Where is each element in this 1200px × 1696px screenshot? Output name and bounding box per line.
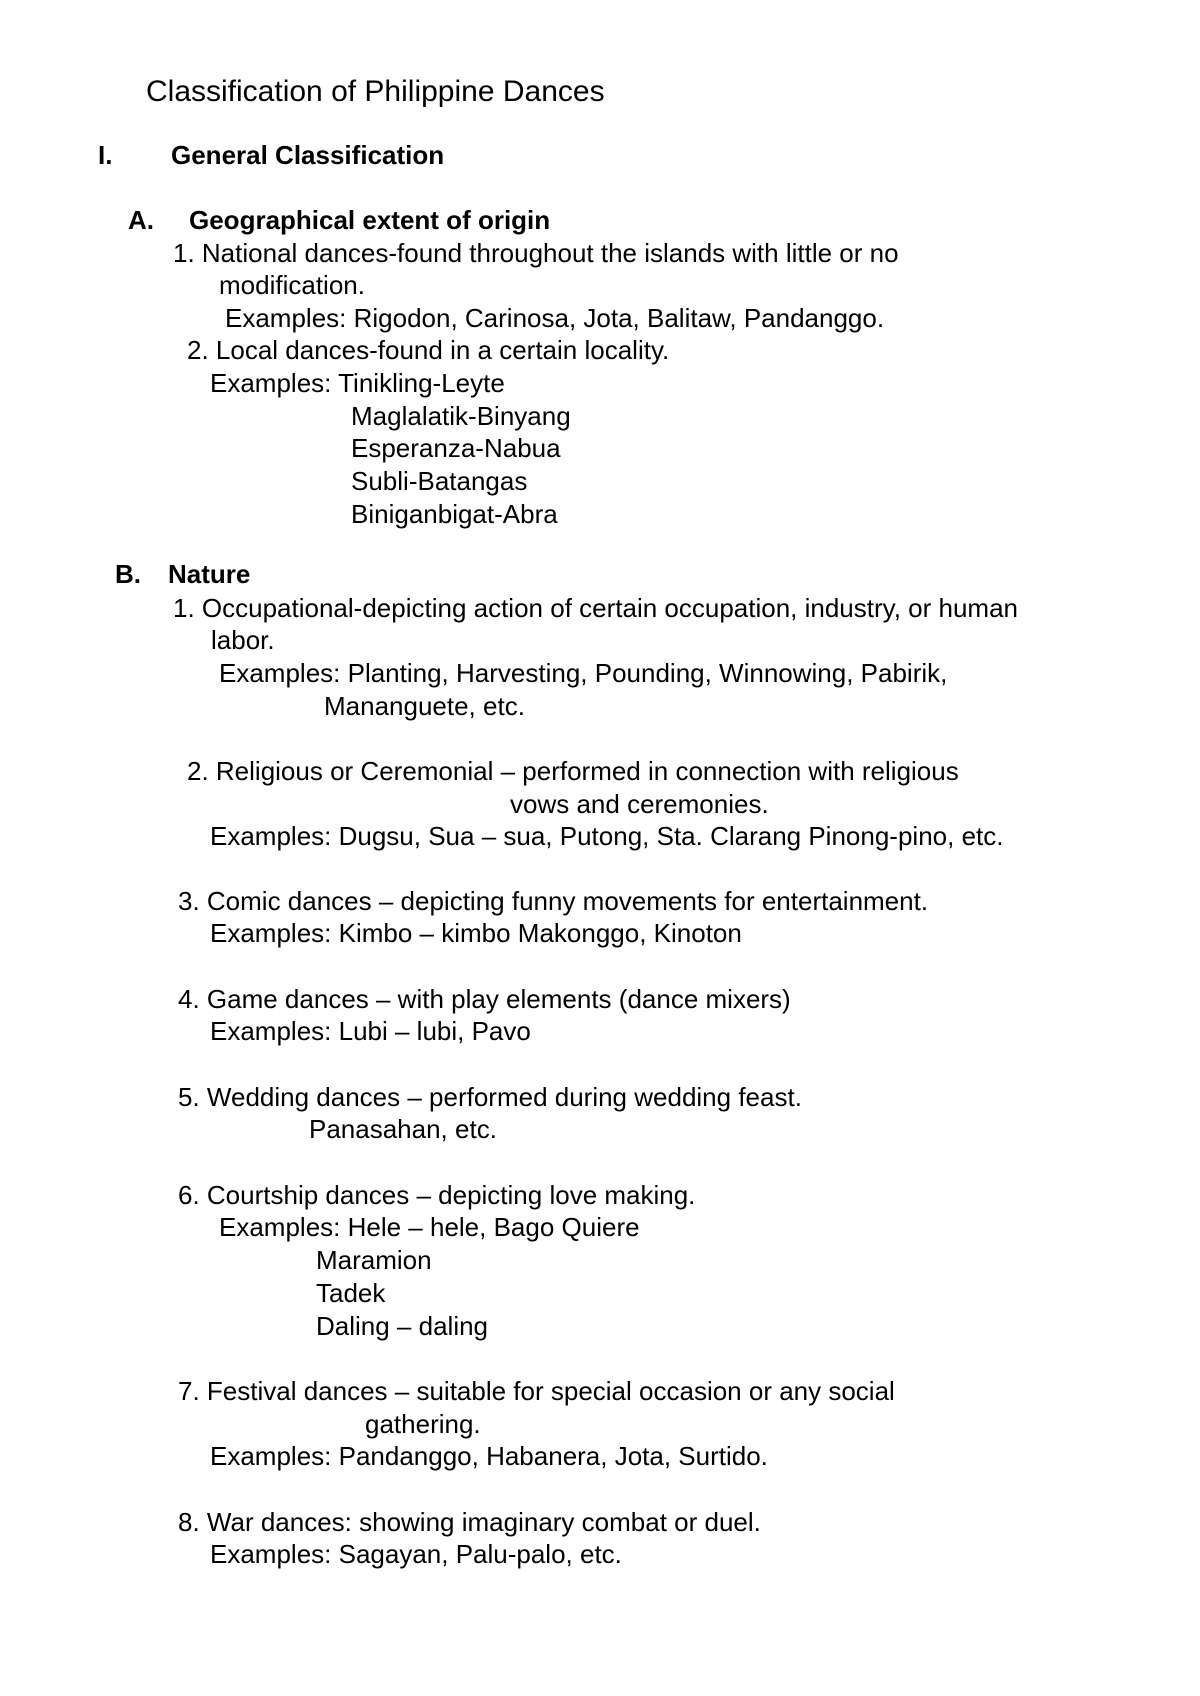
examples-line: Maglalatik-Binyang: [351, 401, 571, 431]
list-item-line: labor.: [211, 625, 275, 655]
list-item-line: 2. Local dances-found in a certain locality.: [187, 335, 670, 365]
examples-line: Examples: Sagayan, Palu-palo, etc.: [210, 1539, 622, 1569]
examples-line: Subli-Batangas: [351, 466, 528, 496]
examples-line: Examples: Lubi – lubi, Pavo: [210, 1016, 531, 1046]
examples-line: Examples: Kimbo – kimbo Makonggo, Kinoton: [210, 918, 742, 948]
list-item-line: 2. Religious or Ceremonial – performed in connection with religious: [187, 756, 959, 786]
examples-line: Biniganbigat-Abra: [351, 499, 558, 529]
list-item-line: 1. Occupational-depicting action of certain occupation, industry, or human: [173, 593, 1018, 623]
page-title: Classification of Philippine Dances: [146, 75, 605, 108]
list-item-line: 1. National dances-found throughout the islands with little or no: [173, 238, 899, 268]
examples-line: Examples: Hele – hele, Bago Quiere: [219, 1212, 640, 1242]
examples-line: Examples: Tinikling-Leyte: [210, 368, 505, 398]
examples-line: Examples: Planting, Harvesting, Pounding, Winnowing, Pabirik,: [219, 658, 948, 688]
subsection-letter: B.: [115, 559, 141, 589]
list-item-line: vows and ceremonies.: [510, 789, 769, 819]
examples-line: Maramion: [316, 1245, 432, 1275]
list-item-line: 3. Comic dances – depicting funny movements for entertainment.: [178, 886, 929, 916]
subsection-heading: Nature: [168, 559, 251, 589]
list-item-line: gathering.: [365, 1409, 481, 1439]
subsection-letter: A.: [128, 205, 154, 235]
list-item-line: 5. Wedding dances – performed during wedding feast.: [178, 1082, 802, 1112]
list-item-line: 6. Courtship dances – depicting love making.: [178, 1180, 696, 1210]
list-item-line: 8. War dances: showing imaginary combat or duel.: [178, 1507, 761, 1537]
examples-line: Examples: Rigodon, Carinosa, Jota, Balitaw, Pandanggo.: [225, 303, 885, 333]
examples-line: Mananguete, etc.: [324, 691, 525, 721]
examples-line: Tadek: [316, 1278, 386, 1308]
examples-line: Examples: Dugsu, Sua – sua, Putong, Sta. Clarang Pinong-pino, etc.: [210, 821, 1004, 851]
list-item-line: modification.: [219, 270, 365, 300]
examples-line: Panasahan, etc.: [309, 1114, 497, 1144]
list-item-line: 7. Festival dances – suitable for special occasion or any social: [178, 1376, 895, 1406]
section-heading: General Classification: [171, 140, 445, 170]
list-item-line: 4. Game dances – with play elements (dance mixers): [178, 984, 791, 1014]
examples-line: Examples: Pandanggo, Habanera, Jota, Surtido.: [210, 1441, 768, 1471]
subsection-heading: Geographical extent of origin: [189, 205, 551, 235]
examples-line: Daling – daling: [316, 1311, 489, 1341]
section-number: I.: [98, 140, 113, 170]
examples-line: Esperanza-Nabua: [351, 433, 561, 463]
